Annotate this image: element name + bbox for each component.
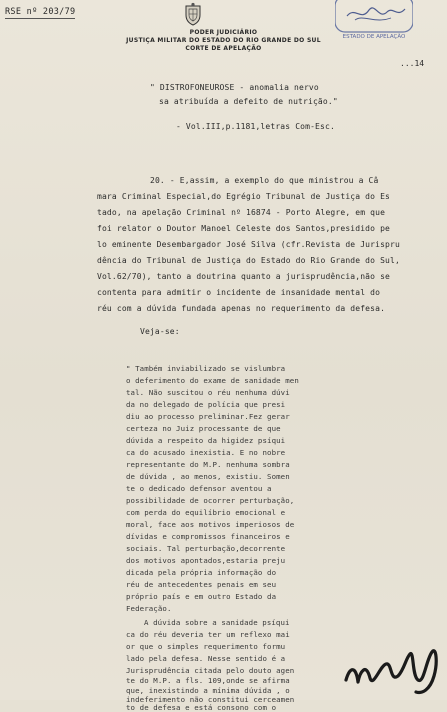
quote-line: dívidas e compromissos financeiros e: [126, 532, 290, 541]
quote-line: diu ao processo preliminar.Fez gerar: [126, 412, 290, 421]
court-line-3: CORTE DE APELAÇÃO: [185, 45, 262, 52]
quote-line: Jurisprudência citada pelo douto agen: [126, 666, 295, 675]
quote-line: próprio país e em outro Estado da: [126, 592, 277, 601]
quote-line: A dúvida sobre a sanidade psíqui: [144, 618, 290, 627]
quote-line: réu de antecedentes penais em seu: [126, 580, 277, 589]
quote-line: representante do M.P. nenhuma sombra: [126, 460, 290, 469]
quote-line: dúvida a respeito da higidez psíqui: [126, 436, 286, 445]
handwritten-signature: [340, 636, 445, 698]
body-line: contenta para admitir o incidente de insanidade mental do: [97, 288, 381, 297]
quote-line: o deferimento do exame de sanidade men: [126, 376, 299, 385]
quote-line: de dúvida , ao menos, existiu. Somen: [126, 472, 290, 481]
body-line: Vol.62/70), tanto a doutrina quanto a jurisprudência,não se: [97, 272, 391, 281]
court-stamp: [335, 0, 413, 40]
quote-line: or que o simples requerimento formu: [126, 642, 286, 651]
body-line: Veja-se:: [140, 327, 180, 336]
quote-line: que, inexistindo a mínima dúvida , o: [126, 686, 290, 695]
stamp-text: ESTADO DE APELAÇÃO: [342, 34, 406, 40]
quote-line: moral, face aos motivos imperiosos de: [126, 520, 295, 529]
body-line: dência do Tribunal de Justiça do Estado do Rio Grande do Sul,: [97, 256, 400, 265]
quote-line: dicada pela própria informação do: [126, 568, 277, 577]
reference-underline: [5, 18, 75, 19]
quote-line: indeferimento não constitui cerceamen: [126, 695, 295, 704]
quote-line: ca do acusado inexistia. E no nobre: [126, 448, 286, 457]
quote-line: " Também inviabilizado se vislumbra: [126, 364, 286, 373]
body-line: mara Criminal Especial,do Egrégio Tribunal de Justiça do Es: [97, 192, 391, 201]
quote-line: dos motivos apontados,estaria preju: [126, 556, 286, 565]
body-line: tado, na apelação Criminal nº 16874 - Porto Alegre, em que: [97, 208, 386, 217]
court-line-2: JUSTIÇA MILITAR DO ESTADO DO RIO GRANDE DO SUL: [126, 37, 321, 44]
quote-line: Federação.: [126, 604, 172, 613]
body-line: réu com a dúvida fundada apenas no requerimento da defesa.: [97, 304, 386, 313]
coat-of-arms-icon: [183, 2, 203, 26]
quote-line: com perda do equilíbrio emocional e: [126, 508, 286, 517]
quote-line: te o dedicado defensor aventou a: [126, 484, 272, 493]
quote-line: sociais. Tal perturbação,decorrente: [126, 544, 286, 553]
quote-line: lado pela defesa. Nesse sentido é a: [126, 654, 286, 663]
body-line: " DISTROFONEUROSE - anomalia nervo: [150, 83, 319, 92]
body-line: - Vol.III,p.1181,letras Com-Esc.: [176, 122, 335, 131]
body-line: 20. - E,assim, a exemplo do que ministrou a Câ: [150, 176, 379, 185]
case-reference: RSE nº 203/79: [5, 7, 76, 17]
quote-line: to de defesa e está consono com o: [126, 703, 277, 712]
body-line: foi relator o Doutor Manoel Celeste dos Santos,presidido pe: [97, 224, 391, 233]
court-line-1: PODER JUDICIÁRIO: [189, 29, 258, 36]
quote-line: da no delegado de polícia que presi: [126, 400, 286, 409]
quote-line: te do M.P. a fls. 109,onde se afirma: [126, 676, 290, 685]
quote-line: tal. Não suscitou o réu nenhuma dúvi: [126, 388, 290, 397]
quote-line: certeza no Juiz processante de que: [126, 424, 281, 433]
quote-line: possibilidade de ocorrer perturbação,: [126, 496, 295, 505]
body-line: lo eminente Desembargador José Silva (cfr.Revista de Jurispru: [97, 240, 400, 249]
page-number: ...14: [400, 59, 425, 68]
quote-line: ca do réu deveria ter um reflexo mai: [126, 630, 290, 639]
body-line: sa atribuída a defeito de nutrição.": [159, 97, 338, 106]
